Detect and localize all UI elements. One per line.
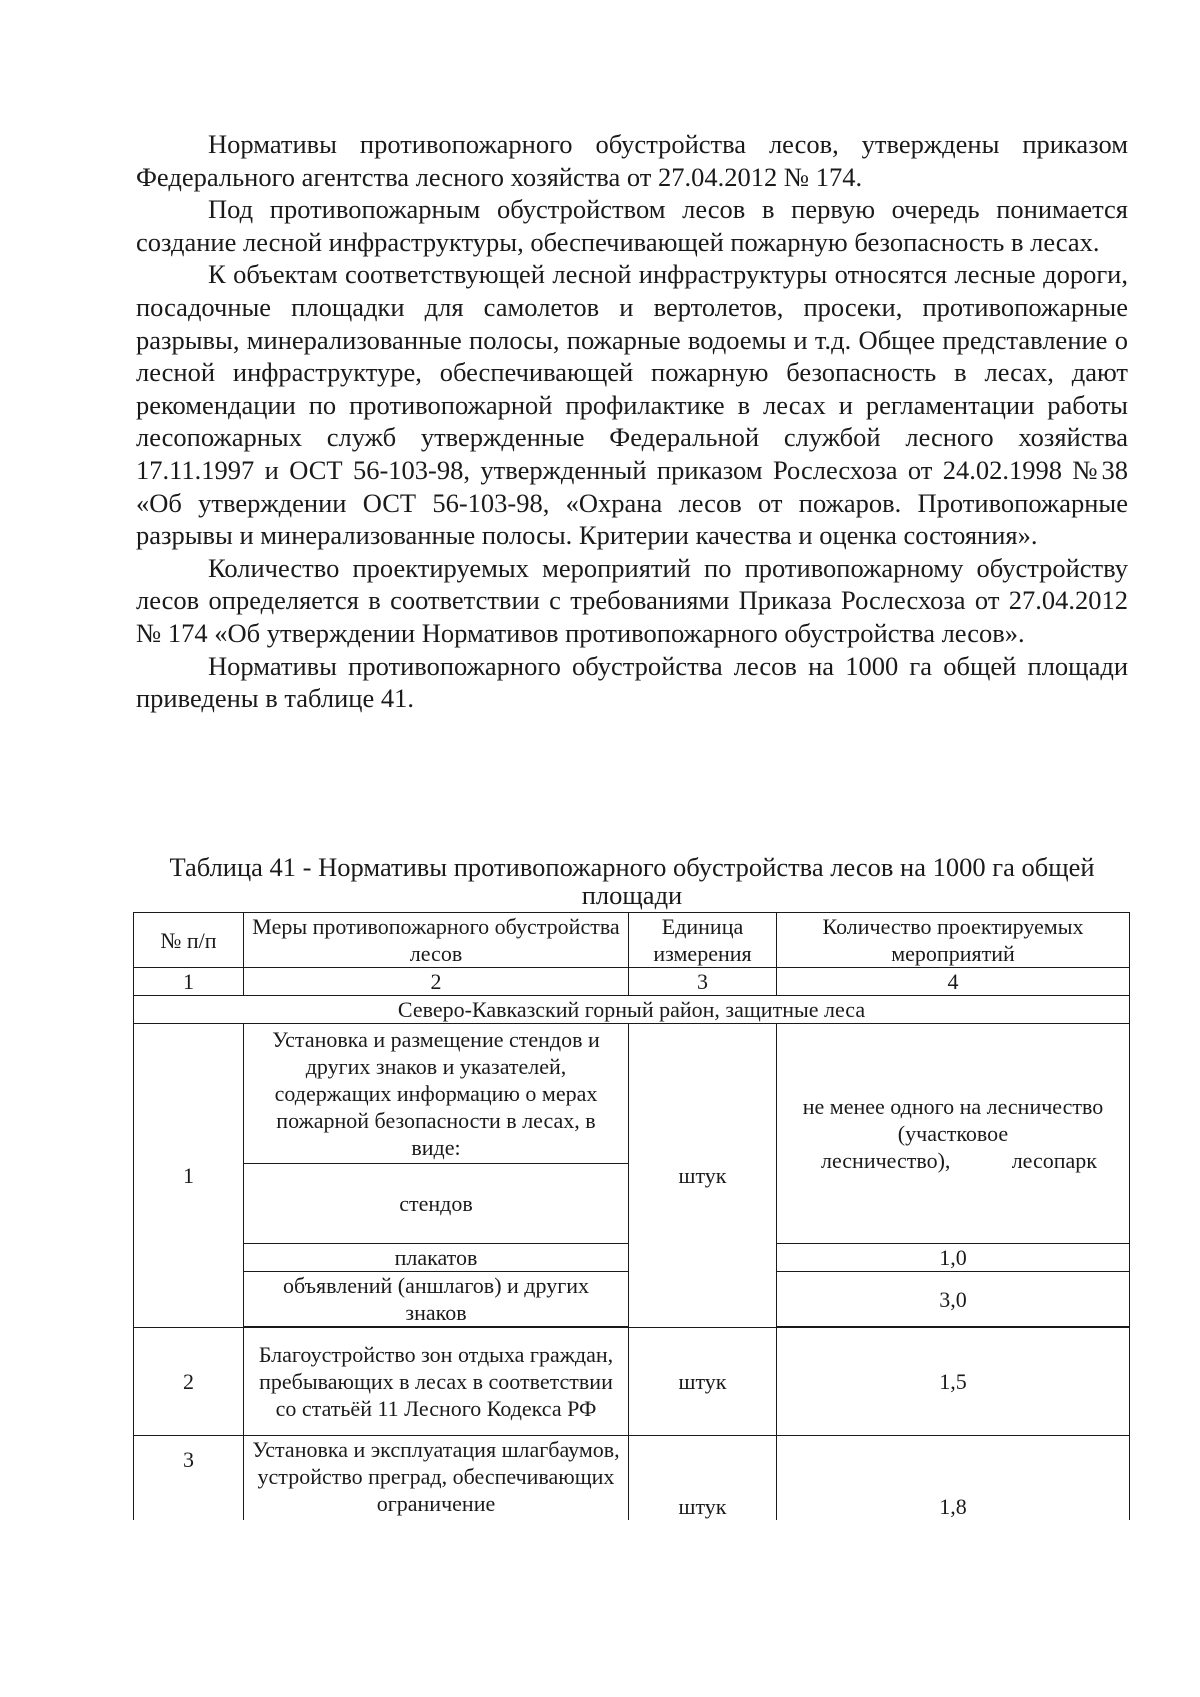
table-caption: Таблица 41 - Нормативы противопожарного обустройства лесов на 1000 га общей площади — [169, 852, 1095, 910]
row-number: 2 — [134, 1328, 244, 1436]
measure-cell: Благоустройство зон отдыха граждан, пребывающих в лесах в соответствии со статьёй 11 Лесного Кодекса РФ — [244, 1328, 629, 1436]
quantity-cell: 3,0 — [777, 1272, 1130, 1327]
quantity-stands-part: лесопарк — [1011, 1148, 1097, 1173]
norms-table — [133, 912, 1130, 1520]
column-number: 4 — [777, 968, 1130, 996]
unit-cell: штук — [629, 1328, 777, 1436]
row-number: 3 — [134, 1436, 244, 1520]
paragraph: Количество проектируемых мероприятий по противопожарному обустройству лесов определяется в соответствии с требованиями Приказа Рослесхоза от 27.04.2012 № 174 «Об утверждении Нормативов противопожарного обустройства лесов». — [136, 552, 1128, 648]
measure-cell: плакатов — [244, 1244, 629, 1272]
measure-cell: Установка и размещение стендов и других знаков и указателей, содержащих информацию о мерах пожарной безопасности в лесах, в виде: — [244, 1024, 629, 1164]
column-number: 1 — [134, 968, 244, 996]
table-row — [134, 1328, 1130, 1436]
header-cell: Единица измерения — [629, 913, 777, 968]
paragraph: Нормативы противопожарного обустройства лесов на 1000 га общей площади приведены в таблице 41. — [136, 650, 1128, 714]
paragraph: Нормативы противопожарного обустройства лесов, утверждены приказом Федерального агентства лесного хозяйства от 27.04.2012 № 174. — [136, 129, 1128, 192]
quantity-cell: 1,8 — [777, 1436, 1130, 1520]
column-number: 3 — [629, 968, 777, 996]
table-row — [134, 1024, 1130, 1164]
section-row — [134, 996, 1130, 1024]
table-row — [134, 1436, 1130, 1520]
quantity-cell: 1,5 — [777, 1328, 1130, 1436]
body-text — [136, 128, 1128, 715]
row-number: 1 — [134, 1024, 244, 1328]
column-number: 2 — [244, 968, 629, 996]
header-cell: Меры противопожарного обустройства лесов — [244, 913, 629, 968]
quantity-stands-line2 — [783, 1147, 1123, 1174]
quantity-stands-line1: не менее одного на лесничество (участковое — [802, 1094, 1104, 1146]
header-cell: Количество проектируемых мероприятий — [777, 913, 1130, 968]
section-title: Северо-Кавказский горный район, защитные леса — [134, 996, 1130, 1024]
header-cell: № п/п — [134, 913, 244, 968]
unit-cell: штук — [629, 1436, 777, 1520]
measure-cell: Установка и эксплуатация шлагбаумов, устройство преград, обеспечивающих ограничение — [244, 1436, 629, 1520]
table-header-row — [134, 913, 1130, 968]
paragraph: К объектам соответствующей лесной инфраструктуры относятся лесные дороги, посадочные площадки для самолетов и вертолетов, просеки, противопожарные разрывы, минерализованные полосы, пожарные водоемы и т.д. Общее представление о лесной инфраструктуре, обеспечивающей пожарную безопасность в лесах, дают рекомендации по противопожарной профилактике в лесах и регламентации работы лесопожарных служб утвержденные Федеральной службой лесного хозяйства 17.11.1997 и ОСТ 56-103-98, утвержденный приказом Рослесхоза от 24.02.1998 №38 «Об утверждении ОСТ 56-103-98, «Охрана лесов от пожаров. Противопожарные разрывы и минерализованные полосы. Критерии качества и оценка состояния». — [136, 259, 1128, 551]
unit-cell: штук — [629, 1024, 777, 1328]
measure-cell: объявлений (аншлагов) и других знаков — [244, 1272, 629, 1327]
quantity-stands-part: лесничество), — [821, 1148, 951, 1173]
quantity-cell — [777, 1024, 1130, 1244]
measure-cell: стендов — [244, 1164, 629, 1244]
quantity-cell: 1,0 — [777, 1244, 1130, 1272]
column-numbers-row — [134, 968, 1130, 996]
paragraph: Под противопожарным обустройством лесов в первую очередь понимается создание лесной инфраструктуры, обеспечивающей пожарную безопасность в лесах. — [136, 194, 1128, 257]
